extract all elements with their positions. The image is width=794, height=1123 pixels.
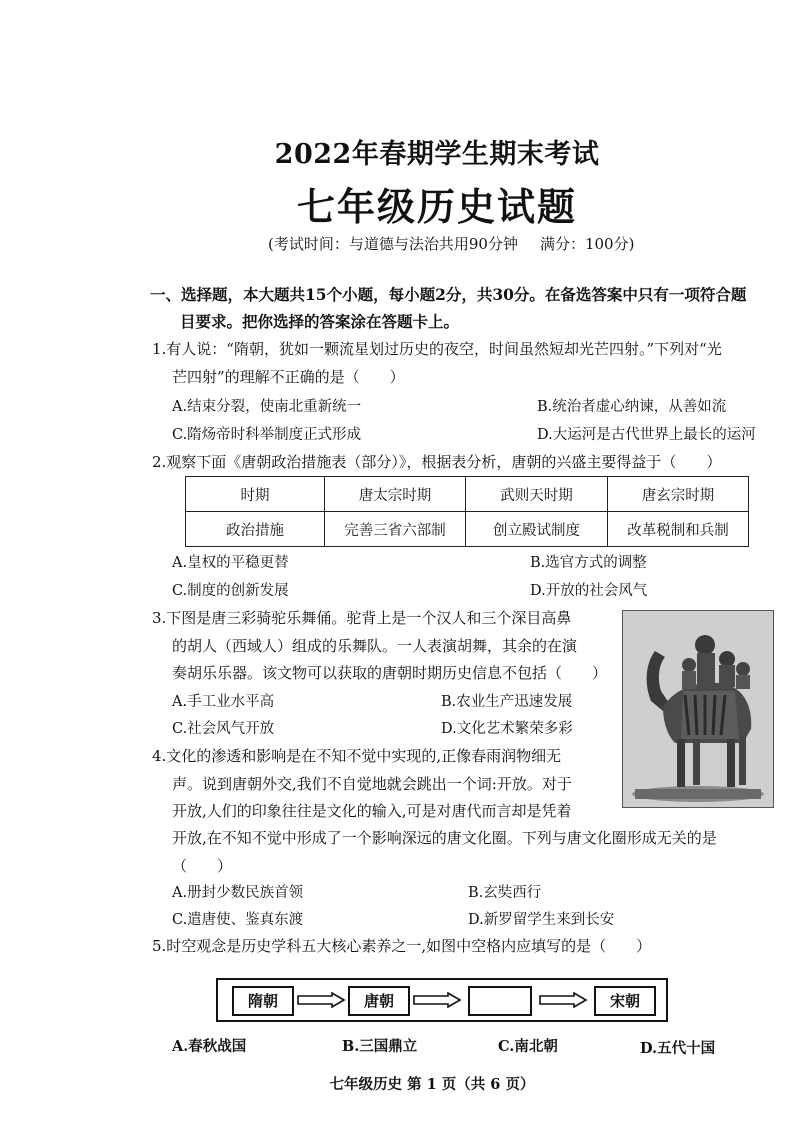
q4-option-d: D.新罗留学生来到长安 bbox=[468, 912, 615, 928]
q4-stem-line5: （ ） bbox=[172, 857, 233, 875]
q1-option-d: D.大运河是古代世界上最长的运河 bbox=[537, 427, 756, 443]
q3-stem-line1: 3.下图是唐三彩骑驼乐舞俑。驼背上是一个汉人和三个深目高鼻 bbox=[152, 609, 572, 627]
q3-option-a: A.手工业水平高 bbox=[172, 694, 275, 710]
q3-stem-line3: 奏胡乐乐器。该文物可以获取的唐朝时期历史信息不包括（ ） bbox=[172, 664, 608, 682]
q2-option-c: C.制度的创新发展 bbox=[172, 583, 289, 599]
page-footer: 七年级历史 第 1 页（共 6 页） bbox=[329, 1076, 535, 1093]
arrow-right-icon bbox=[296, 992, 346, 1008]
table-cell: 武则天时期 bbox=[466, 477, 608, 512]
q3-option-c: C.社会风气开放 bbox=[172, 721, 275, 737]
full-score: 满分：100分) bbox=[539, 235, 635, 253]
q2-option-a: A.皇权的平稳更替 bbox=[172, 555, 289, 571]
q5-stem: 5.时空观念是历史学科五大核心素养之一,如图中空格内应填写的是（ ） bbox=[152, 937, 652, 955]
q3-option-b: B.农业生产迅速发展 bbox=[441, 694, 573, 710]
table-row bbox=[186, 512, 749, 547]
q2-option-b: B.选官方式的调整 bbox=[530, 555, 647, 571]
table-cell: 改革税制和兵制 bbox=[608, 512, 749, 547]
exam-info bbox=[268, 233, 634, 254]
flow-box-blank bbox=[468, 986, 532, 1016]
policy-table bbox=[185, 476, 749, 547]
table-cell: 完善三省六部制 bbox=[325, 512, 466, 547]
exam-title: 2022年春期学生期末考试 bbox=[274, 139, 600, 170]
camel-figurine-photo bbox=[622, 610, 774, 808]
flow-box-sui: 隋朝 bbox=[232, 986, 294, 1016]
q5-option-a: A.春秋战国 bbox=[172, 1038, 247, 1055]
q1-option-a: A.结束分裂，使南北重新统一 bbox=[172, 399, 362, 415]
q4-option-b: B.玄奘西行 bbox=[468, 885, 542, 901]
q3-stem-line2: 的胡人（西域人）组成的乐舞队。一人表演胡舞，其余的在演 bbox=[172, 637, 578, 655]
q5-option-b: B.三国鼎立 bbox=[342, 1038, 418, 1055]
q1-stem-line1: 1.有人说：“隋朝，犹如一颗流星划过历史的夜空，时间虽然短却光芒四射。”下列对“光 bbox=[152, 340, 722, 358]
table-cell: 政治措施 bbox=[186, 512, 325, 547]
q5-option-d: D.五代十国 bbox=[640, 1040, 716, 1057]
section-heading-line1: 一、选择题，本大题共15个小题，每小题2分，共30分。在备选答案中只有一项符合题 bbox=[150, 285, 747, 304]
flow-box-tang: 唐朝 bbox=[348, 986, 410, 1016]
q4-option-c: C.遣唐使、鉴真东渡 bbox=[172, 912, 304, 928]
q1-option-b: B.统治者虚心纳谏，从善如流 bbox=[537, 399, 727, 415]
q4-stem-line2: 声。说到唐朝外交,我们不自觉地就会跳出一个词:开放。对于 bbox=[172, 775, 572, 793]
dynasty-flow-diagram bbox=[216, 978, 668, 1022]
q4-stem-line4: 开放,在不知不觉中形成了一个影响深远的唐文化圈。下列与唐文化圈形成无关的是 bbox=[172, 829, 717, 847]
q1-option-c: C.隋炀帝时科举制度正式形成 bbox=[172, 427, 362, 443]
q2-stem: 2.观察下面《唐朝政治措施表（部分）》，根据表分析，唐朝的兴盛主要得益于（ ） bbox=[152, 453, 722, 471]
q2-option-d: D.开放的社会风气 bbox=[530, 583, 648, 599]
arrow-right-icon bbox=[538, 992, 588, 1008]
section-heading-line2: 目要求。把你选择的答案涂在答题卡上。 bbox=[180, 312, 460, 331]
q1-stem-line2: 芒四射”的理解不正确的是（ ） bbox=[172, 368, 405, 386]
table-header-row bbox=[186, 477, 749, 512]
exam-time: (考试时间：与道德与法治共用90分钟 bbox=[268, 235, 518, 253]
q4-stem-line3: 开放,人们的印象往往是文化的输入,可是对唐代而言却是凭着 bbox=[172, 802, 572, 820]
exam-subject-title: 七年级历史试题 bbox=[296, 184, 577, 229]
arrow-right-icon bbox=[412, 992, 462, 1008]
table-cell: 唐太宗时期 bbox=[325, 477, 466, 512]
q3-option-d: D.文化艺术繁荣多彩 bbox=[441, 721, 573, 737]
table-cell: 唐玄宗时期 bbox=[608, 477, 749, 512]
flow-box-song: 宋朝 bbox=[594, 986, 656, 1016]
q4-stem-line1: 4.文化的渗透和影响是在不知不觉中实现的,正像春雨润物细无 bbox=[152, 747, 562, 765]
q4-option-a: A.册封少数民族首领 bbox=[172, 885, 304, 901]
table-cell: 时期 bbox=[186, 477, 325, 512]
table-cell: 创立殿试制度 bbox=[466, 512, 608, 547]
q5-option-c: C.南北朝 bbox=[498, 1038, 558, 1055]
camel-figurine-image bbox=[623, 611, 773, 807]
